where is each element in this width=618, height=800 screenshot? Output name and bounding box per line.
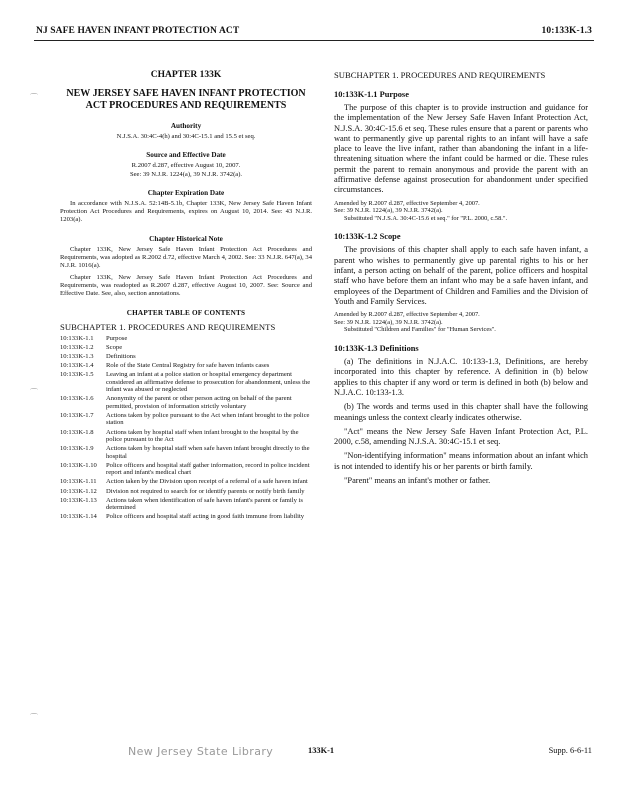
toc-number: 10:133K-1.8: [60, 428, 94, 436]
toc-table: [60, 335, 312, 523]
toc-title: Action taken by the Division upon receipt of a referral of a safe haven infant: [106, 478, 308, 486]
toc-title: Definitions: [106, 352, 136, 360]
history-text-1: Chapter 133K, New Jersey Safe Haven Infant Protection Act Procedures and Requirements, was adopted as R.2002 d.72, effective March 4, 2002. See: 33 N.J.R. 647(a), 34 N.J.R. 1016(a).: [60, 245, 312, 270]
margin-mark: ⌒: [30, 713, 38, 722]
definitions-paragraph-b: (b) The words and terms used in this chapter shall have the following meanings unless the context clearly indicates otherwise.: [334, 402, 588, 422]
section-heading-purpose: 10:133K-1.1 Purpose: [334, 90, 409, 99]
toc-row[interactable]: [60, 395, 312, 412]
note-line: Substituted "N.J.S.A. 30:4C-15.6 et seq." for "P.L. 2000, c.58.".: [344, 214, 508, 222]
toc-heading: CHAPTER TABLE OF CONTENTS: [126, 308, 246, 317]
section-body-purpose: The purpose of this chapter is to provide instruction and guidance for the implementation of the New Jersey Safe Haven Infant Protection Act, N.J.S.A. 30:4C-15.6 et seq. These rules ensure that a parent or parents who want to permanently give up parental rights to an infant will have a safe place to leave the live infant, rather than abandoning the infant in a life-threatening situation where the infant could be harmed or die. These rules permit the parent to remain anonymous and provide the parent with an affirmative defense against prosecution for abandonment under specified circumstances.: [334, 103, 588, 195]
note-line: Substituted "Children and Families" for "Human Services".: [344, 326, 496, 334]
source-heading: Source and Effective Date: [146, 151, 226, 160]
toc-number: 10:133K-1.6: [60, 395, 94, 403]
expiration-text: In accordance with N.J.S.A. 52:14B-5.1b, Chapter 133K, New Jersey Safe Haven Infant Protection Act Procedures and Requirements, expires on August 10, 2014. See: 43 N.J.R. 1203(a).: [60, 199, 312, 224]
toc-number: 10:133K-1.3: [60, 352, 94, 360]
toc-row[interactable]: [60, 371, 312, 395]
note-line: See: 39 N.J.R. 1224(a), 39 N.J.R. 3742(a).: [334, 318, 443, 326]
toc-row[interactable]: [60, 445, 312, 462]
toc-title: Actions taken when identification of safe haven infant's parent or family is determined: [106, 496, 303, 512]
definition-parent: "Parent" means an infant's mother or father.: [344, 475, 491, 485]
toc-title: Role of the State Central Registry for safe haven infants cases: [106, 362, 270, 370]
toc-title: Actions taken by police pursuant to the Act when infant brought to the police station: [106, 412, 310, 427]
toc-row[interactable]: [60, 462, 312, 479]
source-text-2: See: 39 N.J.R. 1224(a), 39 N.J.R. 3742(a).: [129, 170, 243, 178]
toc-title: Actions taken by hospital staff when infant brought to the hospital by the police pursuant to the Act: [106, 428, 299, 444]
toc-title: Division not required to search for or identify parents or notify birth family: [106, 487, 305, 495]
page-number: 133K-1: [308, 746, 335, 755]
toc-subchapter: SUBCHAPTER 1. PROCEDURES AND REQUIREMENTS: [60, 321, 276, 332]
toc-title: Purpose: [106, 334, 128, 342]
margin-mark: ⌒: [30, 93, 38, 102]
left-column: [60, 54, 312, 523]
toc-row[interactable]: [60, 478, 312, 487]
toc-title: Police officers and hospital staff acting in good faith immune from liability: [106, 513, 305, 521]
toc-number: 10:133K-1.4: [60, 362, 94, 370]
expiration-heading: Chapter Expiration Date: [147, 188, 225, 197]
section-body-scope: The provisions of this chapter shall apply to each safe haven infant, a parent who wishes to permanently give up parental rights to his or her infant, a person acting on behalf of the parent, police officers and hospital staff who have before them an infant who may be a safe haven infant, and employees of the Department of Children and Families and the Division of Youth and Family Services.: [334, 245, 588, 306]
history-text-2: Chapter 133K, New Jersey Safe Haven Infant Protection Act Procedures and Requirements, was readopted as R.2007 d.287, effective August 10, 2007. See: Source and Effective Date. See, also, section annotations.: [60, 273, 312, 298]
toc-number: 10:133K-1.2: [60, 343, 94, 351]
authority-text: N.J.S.A. 30:4C-4(h) and 30:4C-15.1 and 15.5 et seq.: [116, 133, 256, 140]
page-footer: [0, 745, 618, 761]
margin-mark: ⌒: [30, 388, 38, 397]
toc-number: 10:133K-1.14: [60, 513, 97, 521]
header-rule: [34, 40, 594, 41]
note-line: Amended by R.2007 d.287, effective September 4, 2007.: [334, 311, 480, 319]
note-line: Amended by R.2007 d.287, effective September 4, 2007.: [334, 199, 480, 207]
toc-number: 10:133K-1.11: [60, 478, 97, 486]
toc-number: 10:133K-1.5: [60, 371, 94, 379]
toc-row[interactable]: [60, 513, 312, 522]
toc-row[interactable]: [60, 353, 312, 362]
toc-title: Scope: [106, 343, 123, 351]
definition-non-identifying: "Non-identifying information" means information about an infant which is not intended to identify his or her parents or birth family.: [334, 451, 588, 471]
toc-number: 10:133K-1.10: [60, 461, 97, 469]
section-note-scope: [334, 311, 588, 334]
chapter-title: NEW JERSEY SAFE HAVEN INFANT PROTECTION ACT PROCEDURES AND REQUIREMENTS: [66, 88, 306, 111]
toc-row[interactable]: [60, 497, 312, 514]
supplement-date: Supp. 6-6-11: [548, 746, 592, 755]
running-head-title: NJ SAFE HAVEN INFANT PROTECTION ACT: [36, 26, 240, 36]
running-head-section: 10:133K-1.3: [541, 26, 592, 36]
section-heading-definitions: 10:133K-1.3 Definitions: [334, 344, 419, 354]
toc-title: Anonymity of the parent or other person acting on behalf of the parent permitted, provision of information strictly voluntary: [106, 395, 292, 410]
toc-title: Police officers and hospital staff gather information, record in police incident report and infant's medical chart: [106, 461, 310, 477]
toc-row[interactable]: [60, 488, 312, 497]
toc-number: 10:133K-1.1: [60, 334, 94, 342]
toc-row[interactable]: [60, 335, 312, 344]
subchapter-heading: SUBCHAPTER 1. PROCEDURES AND REQUIREMENTS: [334, 70, 546, 80]
toc-row[interactable]: [60, 362, 312, 371]
toc-row[interactable]: [60, 344, 312, 353]
toc-row[interactable]: [60, 412, 312, 429]
toc-number: 10:133K-1.13: [60, 496, 97, 504]
chapter-label: CHAPTER 133K: [150, 70, 222, 80]
toc-row[interactable]: [60, 429, 312, 446]
toc-number: 10:133K-1.9: [60, 445, 94, 453]
section-heading-scope: 10:133K-1.2 Scope: [334, 232, 401, 242]
section-note-purpose: [334, 200, 588, 223]
toc-number: 10:133K-1.12: [60, 487, 97, 495]
toc-number: 10:133K-1.7: [60, 412, 94, 419]
history-heading: Chapter Historical Note: [149, 234, 223, 243]
authority-heading: Authority: [170, 122, 202, 130]
definition-act: "Act" means the New Jersey Safe Haven Infant Protection Act, P.L. 2000, c.58, amending N.J.S.A. 30:4C-15.1 et seq.: [334, 426, 588, 447]
toc-title: Leaving an infant at a police station or hospital emergency department considered an affirmative defense to prosecution for abandonment, unless the infant was abused or neglected: [106, 371, 311, 394]
toc-title: Actions taken by hospital staff when safe haven infant brought directly to the hospital: [106, 445, 310, 460]
library-watermark: New Jersey State Library: [128, 745, 274, 758]
definitions-paragraph-a: (a) The definitions in N.J.A.C. 10:133-1.3, Definitions, are hereby incorporated into this chapter by reference. A definition in (b) below applies to this chapter if any word or term is defined in both (b) below and N.J.A.C. 10:133-1.3.: [334, 357, 588, 397]
running-head: [36, 26, 592, 36]
right-column: [334, 70, 588, 486]
note-line: See: 39 N.J.R. 1224(a), 39 N.J.R. 3742(a).: [334, 207, 443, 215]
source-text-1: R.2007 d.287, effective August 10, 2007.: [131, 162, 241, 170]
